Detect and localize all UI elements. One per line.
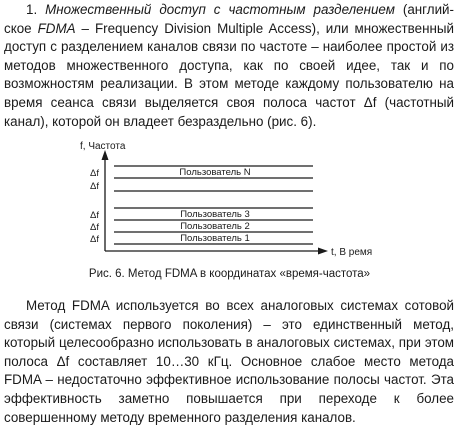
- user-label-1: Пользователь 1: [180, 233, 250, 244]
- delta-f-label: Δf: [90, 234, 99, 245]
- x-axis-label: t, В ремя: [331, 247, 373, 258]
- paragraph-fdma-definition: [4, 1, 454, 131]
- fdma-diagram: [0, 140, 459, 280]
- delta-f-label: Δf: [90, 181, 99, 192]
- paren-text: (англий-ское: [4, 2, 454, 36]
- delta-f-label: Δf: [90, 222, 99, 233]
- delta-f-labels: [90, 168, 99, 245]
- figure-fdma: [0, 140, 459, 290]
- item-number: 1.: [26, 2, 38, 17]
- definition-text: – Frequency Division Multiple Access), или множественный доступ с разделением каналов связи по частоте – наиболее простой из методов множественного доступа, как по своей идее, так и по возможностям реализации. В этом методе каждому пользователю на время сеанса связи выделяется своя полоса частот Δf (частотный канал), которой он владеет безраздельно (рис. 6).: [4, 20, 454, 129]
- delta-f-label: Δf: [90, 168, 99, 179]
- figure-caption: Рис. 6. Метод FDMA в координатах «время-частота»: [88, 268, 371, 280]
- user-label-2: Пользователь 2: [180, 221, 250, 232]
- paragraph-fdma-usage: [4, 297, 454, 427]
- fdma-term: Множественный доступ с частотным разделением: [45, 2, 395, 17]
- x-axis-arrow: [318, 248, 328, 255]
- user-label-3: Пользователь 3: [180, 209, 250, 220]
- y-axis-label: f, Частота: [80, 141, 126, 152]
- user-label-n: Пользователь N: [179, 167, 251, 178]
- fdma-abbr: FDMA: [37, 20, 76, 36]
- usage-text: Метод FDMA используется во всех аналоговых системах сотовой связи (системах первого поколения) – это единственный метод, который целесообразно использовать в аналоговых системах, при этом полоса Δf составляет 10…30 кГц. Основное слабое место метода FDMA – недостаточно эффективное использование полосы частот. Эта эффективность заметно повышается при переходе к более совершенному методу временного разделения каналов.: [4, 298, 454, 425]
- delta-f-label: Δf: [90, 210, 99, 221]
